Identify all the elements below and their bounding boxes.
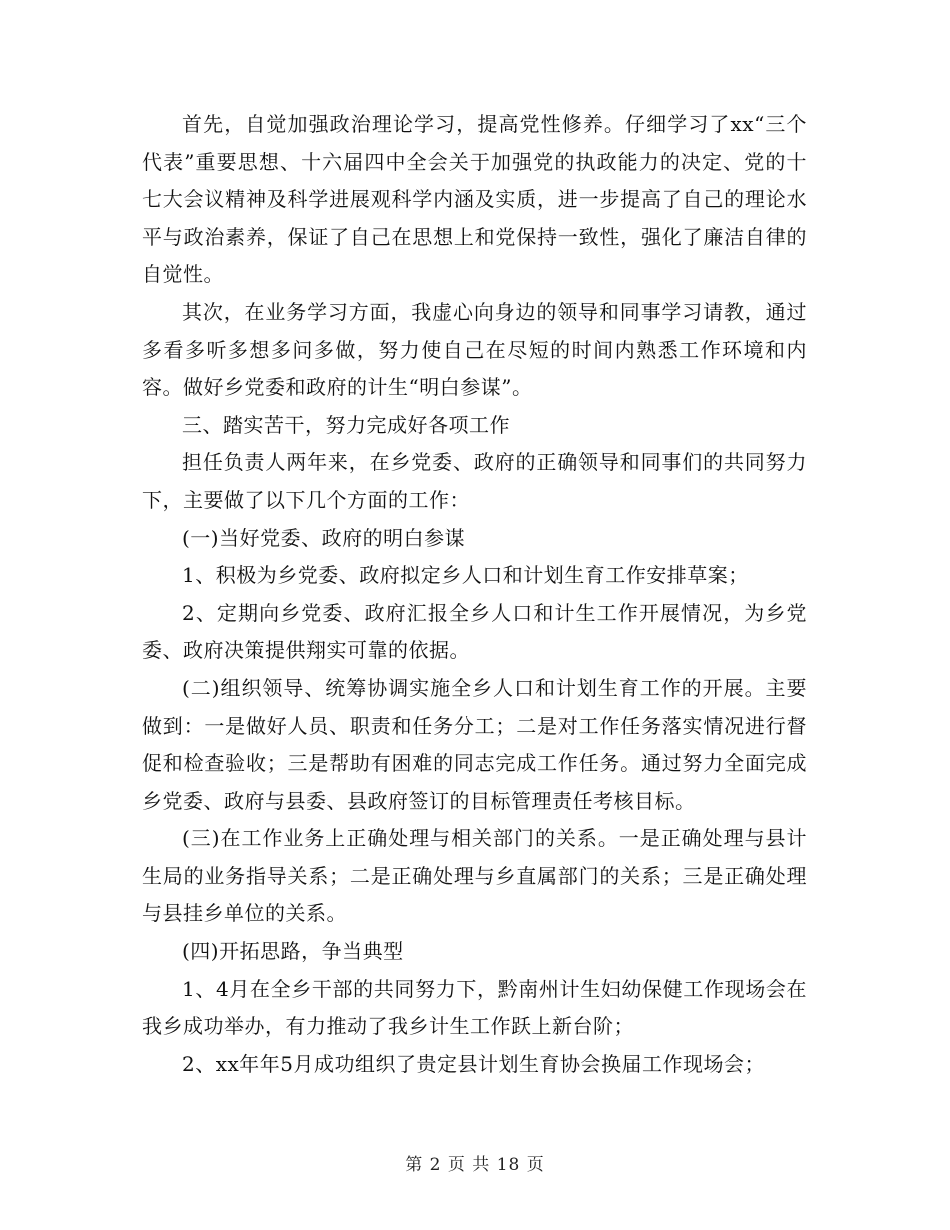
paragraph-theory-study: 首先，自觉加强政治理论学习，提高党性修养。仔细学习了xx“三个代表”重要思想、十六届四中全会关于加强党的执政能力的决定、党的十七大会议精神及科学进展观科学内涵及实质，进一步提高了自己的理论水平与政治素养，保证了自己在思想上和党保持一致性，强化了廉洁自律的自觉性。 bbox=[142, 112, 807, 287]
subheading-3: (三)在工作业务上正确处理与相关部门的关系。一是正确处理与县计生局的业务指导关系；二是正确处理与乡直属部门的关系；三是正确处理与县挂乡单位的关系。 bbox=[142, 826, 807, 926]
subheading-2: (二)组织领导、统筹协调实施全乡人口和计划生育工作的开展。主要做到：一是做好人员、职责和任务分工；二是对工作任务落实情况进行督促和检查验收；三是帮助有困难的同志完成工作任务。通过努力全面完成乡党委、政府与县委、县政府签订的目标管理责任考核目标。 bbox=[142, 675, 807, 813]
list-item-4-1: 1、4月在全乡干部的共同努力下，黔南州计生妇幼保健工作现场会在我乡成功举办，有力推动了我乡计生工作跃上新台阶； bbox=[142, 976, 807, 1039]
subheading-4: (四)开拓思路，争当典型 bbox=[182, 939, 404, 964]
subheading-1: (一)当好党委、政府的明白参谋 bbox=[182, 525, 466, 550]
paragraph-business-study: 其次，在业务学习方面，我虚心向身边的领导和同事学习请教，通过多看多听多想多问多做，努力使自己在尽短的时间内熟悉工作环境和内容。做好乡党委和政府的计生“明白参谋”。 bbox=[142, 299, 807, 400]
document-body bbox=[142, 106, 807, 1083]
section-heading-3: 三、踏实苦干，努力完成好各项工作 bbox=[182, 412, 510, 437]
page-footer bbox=[0, 1150, 950, 1175]
list-item-2: 2、定期向乡党委、政府汇报全乡人口和计生工作开展情况，为乡党委、政府决策提供翔实可靠的依据。 bbox=[142, 600, 807, 663]
list-item-1: 1、积极为乡党委、政府拟定乡人口和计划生育工作安排草案； bbox=[182, 563, 749, 588]
list-item-4-2: 2、xx年年5月成功组织了贵定县计划生育协会换届工作现场会； bbox=[182, 1051, 766, 1076]
paragraph-intro-work: 担任负责人两年来，在乡党委、政府的正确领导和同事们的共同努力下，主要做了以下几个方面的工作： bbox=[142, 450, 807, 512]
page-number: 第 2 页 共 18 页 bbox=[405, 1155, 545, 1175]
